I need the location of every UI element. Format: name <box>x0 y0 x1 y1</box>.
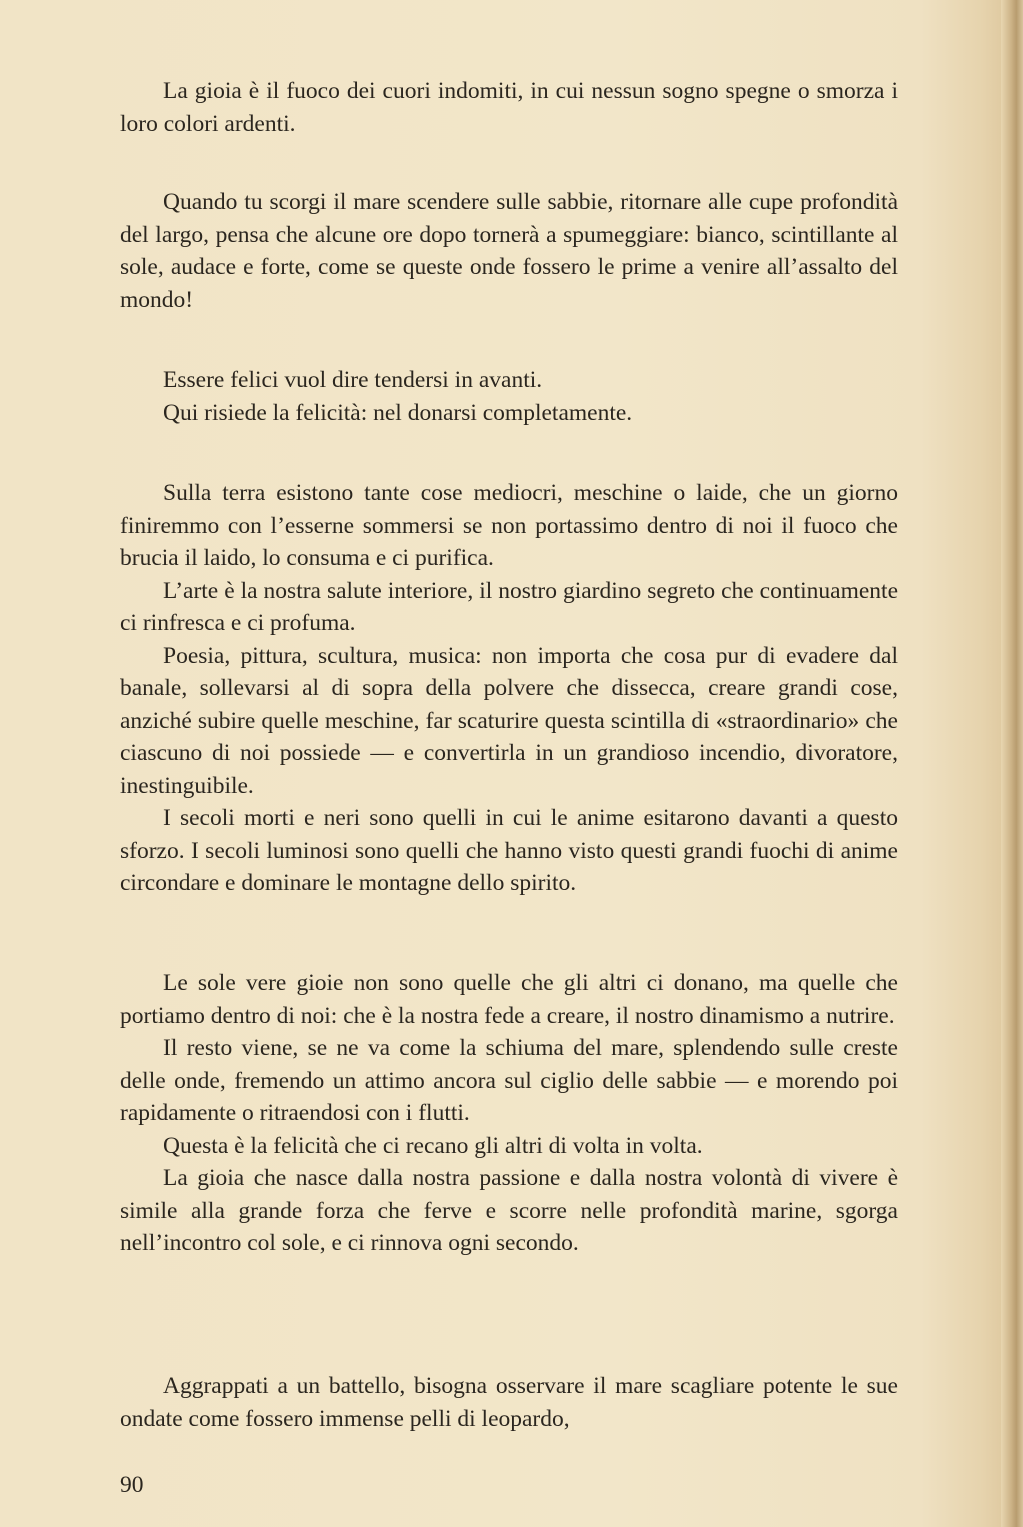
paragraph: L’arte è la nostra salute interiore, il nostro giardino segreto che continuamente ci rinfresca e ci profuma. <box>120 577 898 636</box>
paragraph: Questa è la felicità che ci recano gli altri di volta in volta. <box>163 1132 703 1159</box>
page-edge-shadow <box>1001 0 1023 1527</box>
paragraph: I secoli morti e neri sono quelli in cui le anime esitarono davanti a questo sforzo. I secoli luminosi sono quelli che hanno visto questi grandi fuochi di anime circondare e dominare le montagne dello spirito. <box>120 805 898 896</box>
line: Qui risiede la felicità: nel donarsi completamente. <box>163 399 633 426</box>
paragraph: Le sole vere gioie non sono quelle che gli altri ci donano, ma quelle che portiamo dentro di noi: che è la nostra fede a creare, il nostro dinamismo a nutrire. <box>120 970 898 1029</box>
paragraph: Il resto viene, se ne va come la schiuma del mare, splendendo sulle creste delle onde, fremendo un attimo ancora sul ciglio delle sabbie — e morendo poi rapidamente o ritraendosi con i flutti. <box>120 1035 898 1126</box>
paragraph: La gioia è il fuoco dei cuori indomiti, in cui nessun sogno spegne o smorza i loro colori ardenti. <box>120 78 898 137</box>
text-block-4 <box>120 477 898 900</box>
paragraph: Sulla terra esistono tante cose mediocri, meschine o laide, che un giorno finiremmo con l’esserne sommersi se non portassimo dentro di noi il fuoco che brucia il laido, lo consuma e ci purifica. <box>120 480 898 571</box>
text-block-1 <box>120 75 898 140</box>
page-number: 90 <box>120 1472 144 1498</box>
paragraph: Poesia, pittura, scultura, musica: non importa che cosa pur di evadere dal banale, sollevarsi al di sopra della polvere che dissecca, creare grandi cose, anziché subire quelle meschine, far scaturire questa scintilla di «straordinario» che ciascuno di noi possiede — e convertirla in un grandioso incendio, divoratore, inestinguibile. <box>120 642 898 799</box>
text-block-3 <box>120 364 898 429</box>
paragraph: Aggrappati a un battello, bisogna osservare il mare scagliare potente le sue ondate come fossero immense pelli di leopardo, <box>120 1373 898 1432</box>
text-block-5 <box>120 967 898 1260</box>
text-block-2 <box>120 186 898 316</box>
text-block-6 <box>120 1370 898 1435</box>
paragraph: La gioia che nasce dalla nostra passione e dalla nostra volontà di vivere è simile alla grande forza che ferve e scorre nelle profondità marine, sgorga nell’incontro col sole, e ci rinnova ogni secondo. <box>120 1165 898 1256</box>
paragraph: Quando tu scorgi il mare scendere sulle sabbie, ritornare alle cupe profondità del largo, pensa che alcune ore dopo tornerà a spumeggiare: bianco, scintillante al sole, audace e forte, come se queste onde fossero le prime a venire all’assalto del mondo! <box>120 189 898 313</box>
line: Essere felici vuol dire tendersi in avanti. <box>163 367 543 393</box>
